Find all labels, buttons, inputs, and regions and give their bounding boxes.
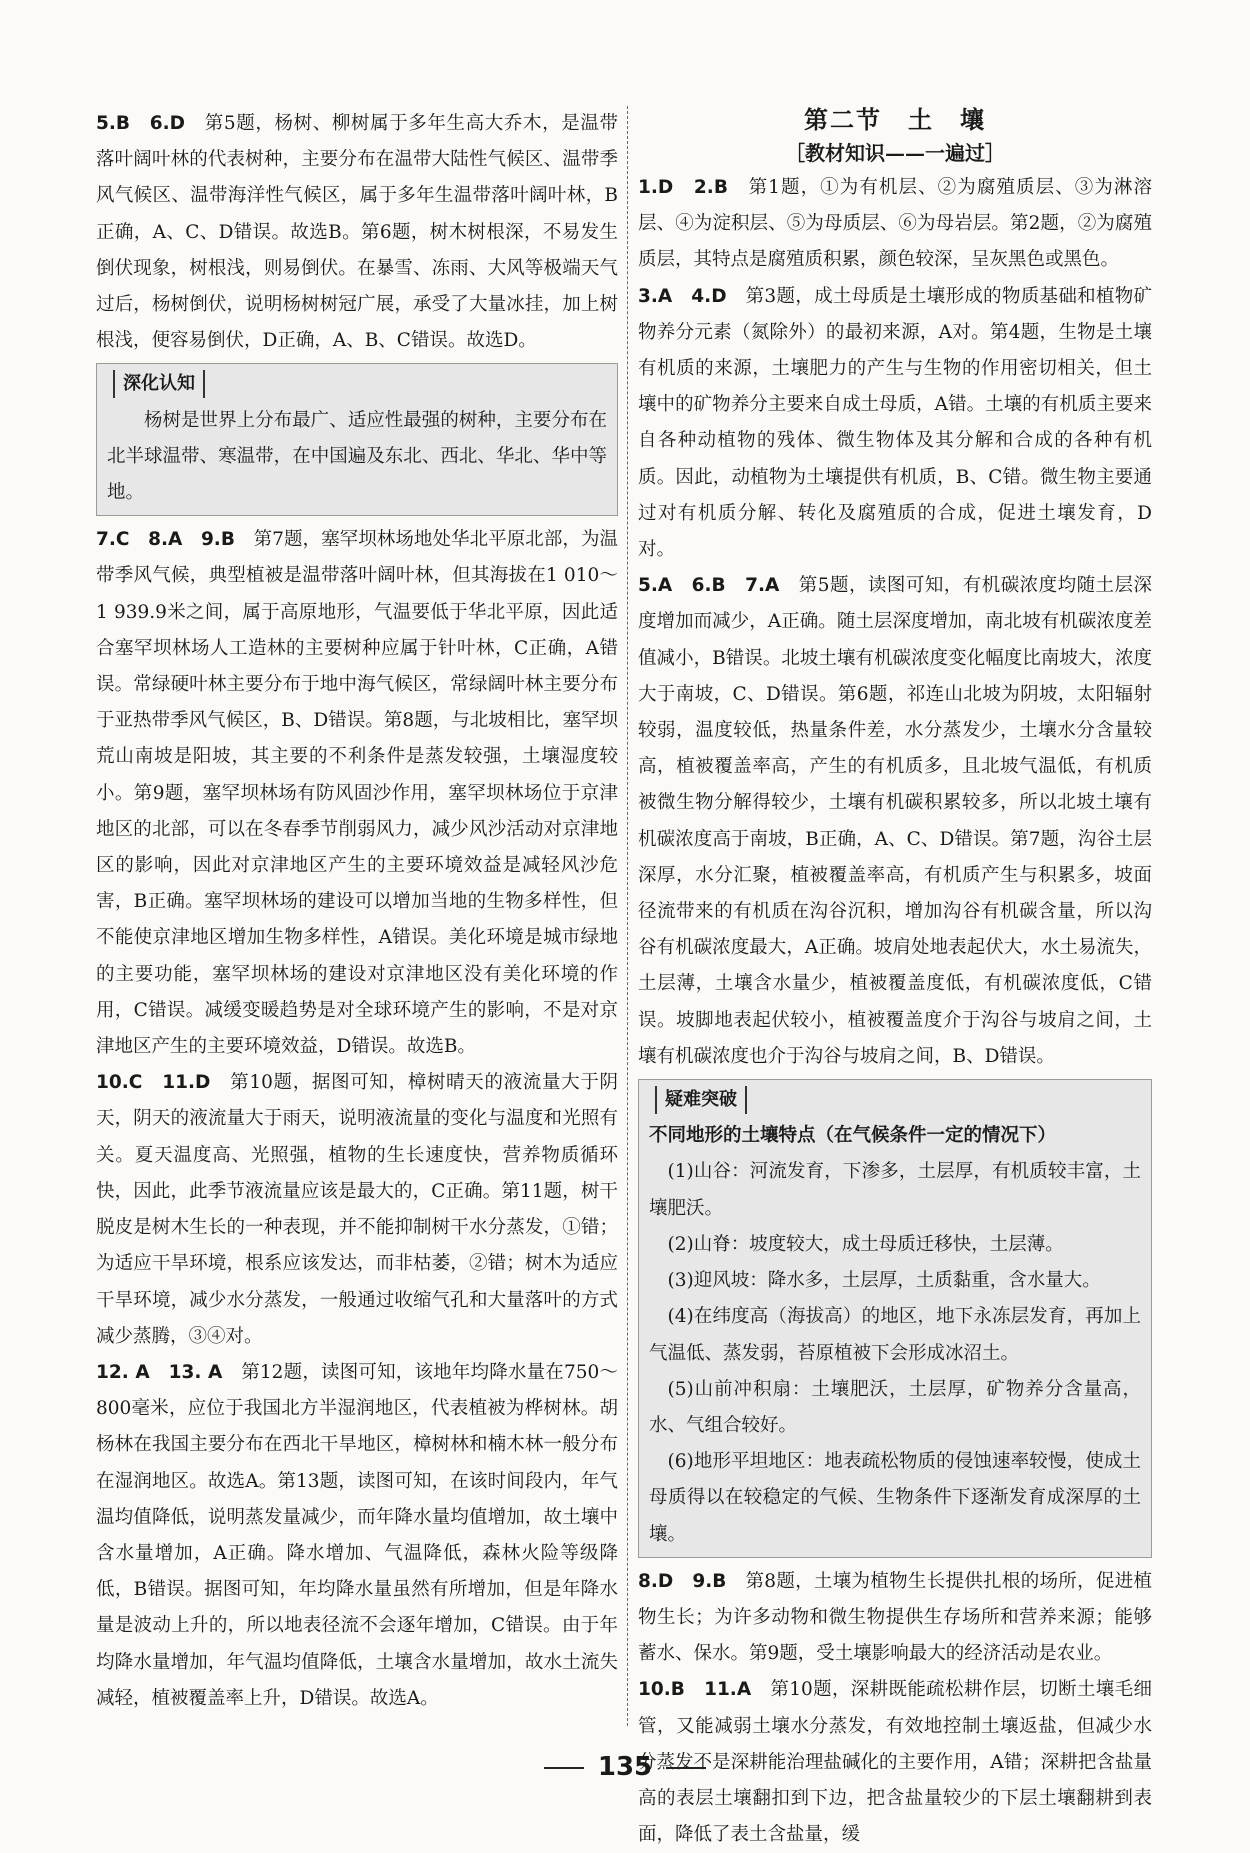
deepen-box	[96, 363, 618, 516]
question-number: 10.B 11.A	[638, 1679, 752, 1701]
difficulty-item: (2)山脊：坡度较大，成土母质迁移快，土层薄。	[667, 1233, 1064, 1255]
question-number: 5.B 6.D	[96, 113, 185, 134]
section-title: 第二节 土 壤	[804, 105, 986, 134]
question-number: 8.D 9.B	[638, 1570, 727, 1592]
answer-text: 第5题，读图可知，有机碳浓度均随土层深度增加而减少，A正确。随土层深度增加，南北坡有机碳浓度差值减小，B错误。北坡土壤有机碳浓度变化幅度比南坡大，浓度大于南坡，C、D错误。第6题，祁连山北坡为阴坡，太阳辐射较弱，温度较低，热量条件差，水分蒸发少，土壤水分含量较高，植被覆盖率高，产生的有机质多，且北坡气温低，有机质被微生物分解得较少，土壤有机碳积累较多，所以北坡土壤有机碳浓度高于南坡，B正确，A、C、D错误。第7题，沟谷土层深厚，水分汇聚，植被覆盖率高，有机质产生与积累多，坡面径流带来的有机质在沟谷沉积，增加沟谷有机碳含量，所以沟谷有机碳浓度最大，A正确。坡肩处地表起伏大，水土易流失，土层薄，土壤含水量少，植被覆盖度低，有机碳浓度低，C错误。坡脚地表起伏较小，植被覆盖度介于沟谷与坡肩之间，土壤有机碳浓度也介于沟谷与坡肩之间，B、D错误。	[638, 575, 1153, 1067]
answer-text: 第10题，深耕既能疏松耕作层，切断土壤毛细管，又能减弱土壤水分蒸发，有效地控制土壤返盐，但减少水分蒸发不是深耕能治理盐碱化的主要作用，A错；深耕把含盐量高的表层土壤翻扣到下边，把含盐量较少的下层土壤翻耕到表面，降低了表土含盐量，缓	[638, 1679, 1153, 1846]
page-number: 135	[597, 1752, 653, 1782]
question-number: 1.D 2.B	[638, 177, 728, 198]
difficulty-item: (4)在纬度高（海拔高）的地区，地下永冻层发育，再加上气温低、蒸发弱，苔原植被下会形成冰沼土。	[649, 1306, 1141, 1364]
difficulty-box	[638, 1079, 1152, 1558]
difficulty-item: (3)迎风坡：降水多，土层厚，土质黏重，含水量大。	[667, 1270, 1101, 1292]
answer-text: 第10题，据图可知，樟树晴天的液流量大于阴天，阴天的液流量大于雨天，说明液流量的变化与温度和光照有关。夏天温度高、光照强，植物的生长速度快，营养物质循环快，因此，此季节液流量应该是最大的，C正确。第11题，树干脱皮是树木生长的一种表现，并不能抑制树干水分蒸发，①错；为适应干旱环境，根系应该发达，而非枯萎，②错；树木为适应干旱环境，减少水分蒸发，一般通过收缩气孔和大量落叶的方式减少蒸腾，③④对。	[96, 1072, 618, 1347]
answer-3-4	[638, 279, 1152, 569]
question-number: 5.A 6.B 7.A	[638, 575, 780, 597]
answer-5-7	[638, 568, 1152, 1075]
question-number: 12. A 13. A	[96, 1361, 223, 1383]
answer-12-13	[96, 1355, 618, 1717]
page-number-footer	[0, 1752, 1250, 1782]
section-subtitle: ［教材知识——一遍过］	[785, 141, 1005, 165]
column-divider	[627, 106, 628, 1726]
answer-8-9	[638, 1564, 1152, 1673]
answer-1-2	[638, 170, 1152, 279]
answer-text: 第8题，土壤为植物生长提供扎根的场所，促进植物生长；为许多动物和微生物提供生存场所和营养来源；能够蓄水、保水。第9题，受土壤影响最大的经济活动是农业。	[638, 1570, 1152, 1665]
answer-7-9	[96, 522, 618, 1065]
difficulty-item: (5)山前冲积扇：土壤肥沃，土层厚，矿物养分含量高，水、气组合较好。	[649, 1378, 1141, 1436]
deepen-text: 杨树是世界上分布最广、适应性最强的树种，主要分布在北半球温带、寒温带，在中国遍及东北、西北、华北、华中等地。	[107, 409, 607, 504]
deepen-tag: 深化认知	[113, 370, 205, 398]
answer-text: 第5题，杨树、柳树属于多年生高大乔木，是温带落叶阔叶林的代表树种，主要分布在温带大陆性气候区、温带季风气候区、温带海洋性气候区，属于多年生温带落叶阔叶林，B正确，A、C、D错误。故选B。第6题，树木树根深，不易发生倒伏现象，树根浅，则易倒伏。在暴雪、冻雨、大风等极端天气过后，杨树倒伏，说明杨树树冠广展，承受了大量冰挂，加上树根浅，便容易倒伏，D正确，A、B、C错误。故选D。	[96, 113, 618, 352]
footer-dash-right	[666, 1767, 706, 1769]
left-column	[96, 106, 618, 1717]
question-number: 7.C 8.A 9.B	[96, 529, 235, 551]
difficulty-tag: 疑难突破	[655, 1086, 747, 1114]
answer-text: 第12题，读图可知，该地年均降水量在750～800毫米，应位于我国北方半湿润地区，代表植被为桦树林。胡杨林在我国主要分布在西北干旱地区，樟树林和楠木林一般分布在湿润地区。故选A。第13题，读图可知，在该时间段内，年气温均值降低，说明蒸发量减少，而年降水量均值增加，故土壤中含水量增加，A正确。降水增加、气温降低，森林火险等级降低，B错误。据图可知，年均降水量虽然有所增加，但是年降水量是波动上升的，所以地表径流不会逐年增加，C错误。由于年均降水量增加，年气温均值降低，土壤含水量增加，故水土流失减轻，植被覆盖率上升，D错误。故选A。	[96, 1361, 618, 1709]
answer-text: 第1题，①为有机层、②为腐殖质层、③为淋溶层、④为淀积层、⑤为母质层、⑥为母岩层。第2题，②为腐殖质层，其特点是腐殖质积累，颜色较深，呈灰黑色或黑色。	[638, 177, 1152, 271]
right-column	[638, 106, 1152, 1853]
difficulty-item: (6)地形平坦地区：地表疏松物质的侵蚀速率较慢，使成土母质得以在较稳定的气候、生物条件下逐渐发育成深厚的土壤。	[649, 1451, 1141, 1545]
question-number: 10.C 11.D	[96, 1072, 211, 1094]
difficulty-title: 不同地形的土壤特点（在气候条件一定的情况下）	[649, 1125, 1057, 1147]
answer-10-11	[96, 1065, 618, 1355]
answer-text: 第7题，塞罕坝林场地处华北平原北部，为温带季风气候，典型植被是温带落叶阔叶林，但其海拔在1 010～1 939.9米之间，属于高原地形，气温要低于华北平原，因此适合塞罕坝林场人工造林的主要树种应属于针叶林，C正确，A错误。常绿硬叶林主要分布于地中海气候区，常绿阔叶林主要分布于亚热带季风气候区，B、D错误。第8题，与北坡相比，塞罕坝荒山南坡是阳坡，其主要的不利条件是蒸发较强，土壤湿度较小。第9题，塞罕坝林场有防风固沙作用，塞罕坝林场位于京津地区的北部，可以在冬春季节削弱风力，减少风沙活动对京津地区的影响，因此对京津地区产生的主要环境效益是减轻风沙危害，B正确。塞罕坝林场的建设可以增加当地的生物多样性，但不能使京津地区增加生物多样性，A错误。美化环境是城市绿地的主要功能，塞罕坝林场的建设对京津地区没有美化环境的作用，C错误。减缓变暖趋势是对全球环境产生的影响，不是对京津地区产生的主要环境效益，D错误。故选B。	[96, 529, 618, 1058]
question-number: 3.A 4.D	[638, 285, 727, 307]
answer-5-6	[96, 106, 618, 359]
answer-text: 第3题，成土母质是土壤形成的物质基础和植物矿物养分元素（氮除外）的最初来源，A对。第4题，生物是土壤有机质的来源，土壤肥力的产生与生物的作用密切相关，但土壤中的矿物养分主要来自成土母质，A错。土壤的有机质主要来自各种动植物的残体、微生物体及其分解和合成的各种有机质。因此，动植物为土壤提供有机质，B、C错。微生物主要通过对有机质分解、转化及腐殖质的合成，促进土壤发育，D对。	[638, 285, 1152, 561]
footer-dash-left	[544, 1767, 584, 1769]
difficulty-item: (1)山谷：河流发育，下渗多，土层厚，有机质较丰富，土壤肥沃。	[649, 1161, 1141, 1219]
